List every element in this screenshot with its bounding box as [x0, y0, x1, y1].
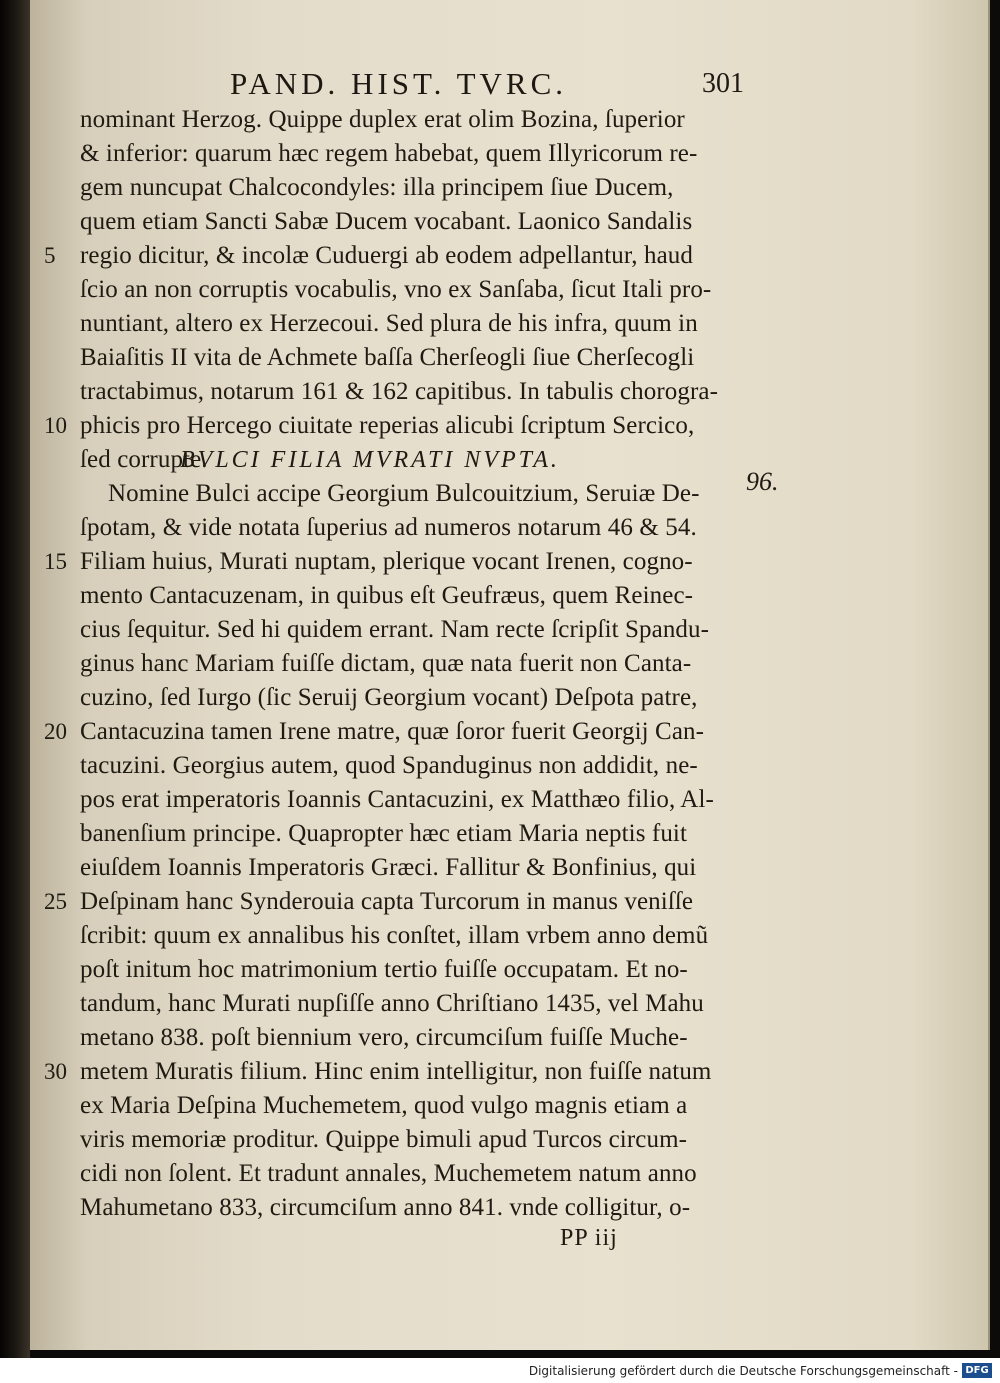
line-number: 30 [44, 1059, 67, 1084]
text-line: poſt initum hoc matrimonium tertio fuiſſe occupatam. Et no- [80, 956, 688, 983]
line-number: 15 [44, 549, 67, 574]
line-number: 10 [44, 413, 67, 438]
running-head: PAND. HIST. TVRC. [230, 66, 568, 101]
text-line: tacuzini. Georgius autem, quod Spanduginus non addidit, ne- [80, 752, 698, 779]
text-line: Mahumetano 833, circumciſum anno 841. vnde colligitur, o- [80, 1194, 691, 1221]
dfg-logo: DFG [962, 1363, 992, 1378]
page-number: 301 [702, 68, 744, 99]
text-line: regio dicitur, & incolæ Cuduergi ab eodem adpellantur, haud [80, 242, 694, 269]
page-bottom-edge [30, 1350, 990, 1358]
text-line: mento Cantacuzenam, in quibus eſt Geufræus, quem Reinec- [80, 582, 694, 609]
text-line: ginus hanc Mariam fuiſſe dictam, quæ nata fuerit non Canta- [80, 650, 692, 677]
signature-mark: PP iij [560, 1225, 618, 1251]
text-line: Deſpinam hanc Synderouia capta Turcorum in manus veniſſe [80, 888, 694, 915]
text-line: metem Muratis filium. Hinc enim intelligitur, non fuiſſe natum [80, 1058, 712, 1085]
text-line: gem nuncupat Chalcocondyles: illa principem ſiue Ducem, [80, 174, 674, 201]
text-line: phicis pro Hercego ciuitate reperias alicubi ſcriptum Sercico, [80, 412, 695, 439]
text-line: nominant Herzog. Quippe duplex erat olim Bozina, ſuperior [80, 106, 685, 133]
text-line: viris memoriæ proditur. Quippe bimuli apud Turcos circum- [80, 1126, 688, 1153]
line-number: 20 [44, 719, 67, 744]
text-line: metano 838. poſt biennium vero, circumciſum fuiſſe Muche- [80, 1024, 688, 1051]
text-line: nuntiant, altero ex Herzecoui. Sed plura de his infra, quum in [80, 310, 698, 337]
line-number: 25 [44, 889, 67, 914]
funding-credit: Digitalisierung gefördert durch die Deutsche Forschungsgemeinschaft - [528, 1364, 958, 1378]
text-line: ſcribit: quum ex annalibus his conſtet, illam vrbem anno demũ [80, 922, 709, 949]
text-line: ſcio an non corruptis vocabulis, vno ex Sanſaba, ſicut Itali pro- [80, 276, 712, 303]
text-line: cidi non ſolent. Et tradunt annales, Muchemetem natum anno [80, 1160, 697, 1187]
text-line: Nomine Bulci accipe Georgium Bulcouitzium, Seruiæ De- [108, 480, 700, 507]
text-line: pos erat imperatoris Ioannis Cantacuzini, ex Matthæo filio, Al- [80, 786, 714, 813]
text-line: ex Maria Deſpina Muchemetem, quod vulgo magnis etiam a [80, 1092, 688, 1119]
text-line: banenſium principe. Quapropter hæc etiam Maria neptis fuit [80, 820, 688, 847]
text-line: ſpotam, & vide notata ſuperius ad numeros notarum 46 & 54. [80, 514, 697, 541]
text-line: ſed corrupte. [80, 446, 208, 473]
text-line: Baiaſitis II vita de Achmete baſſa Cherſeogli ſiue Cherſecogli [80, 344, 695, 371]
text-line: quem etiam Sancti Sabæ Ducem vocabant. Laonico Sandalis [80, 208, 693, 235]
text-line: tandum, hanc Murati nupſiſſe anno Chriſtiano 1435, vel Mahu [80, 990, 704, 1017]
text-line: Filiam huius, Murati nuptam, plerique vocant Irenen, cogno- [80, 548, 693, 575]
text-line: eiuſdem Ioannis Imperatoris Græci. Fallitur & Bonfinius, qui [80, 854, 697, 881]
text-line: cuzino, ſed Iurgo (ſic Seruij Georgium vocant) Deſpota patre, [80, 684, 698, 711]
text-line: & inferior: quarum hæc regem habebat, quem Illyricorum re- [80, 140, 698, 167]
line-number: 5 [44, 243, 56, 268]
book-spine-shadow [0, 0, 30, 1358]
margin-note: 96. [746, 467, 779, 496]
text-line: tractabimus, notarum 161 & 162 capitibus. In tabulis chorogra- [80, 378, 718, 405]
text-line: Cantacuzina tamen Irene matre, quæ ſoror fuerit Georgij Can- [80, 718, 705, 745]
text-line: cius ſequitur. Sed hi quidem errant. Nam recte ſcripſit Spandu- [80, 616, 710, 643]
section-heading: BVLCI FILIA MVRATI NVPTA. [180, 447, 560, 473]
